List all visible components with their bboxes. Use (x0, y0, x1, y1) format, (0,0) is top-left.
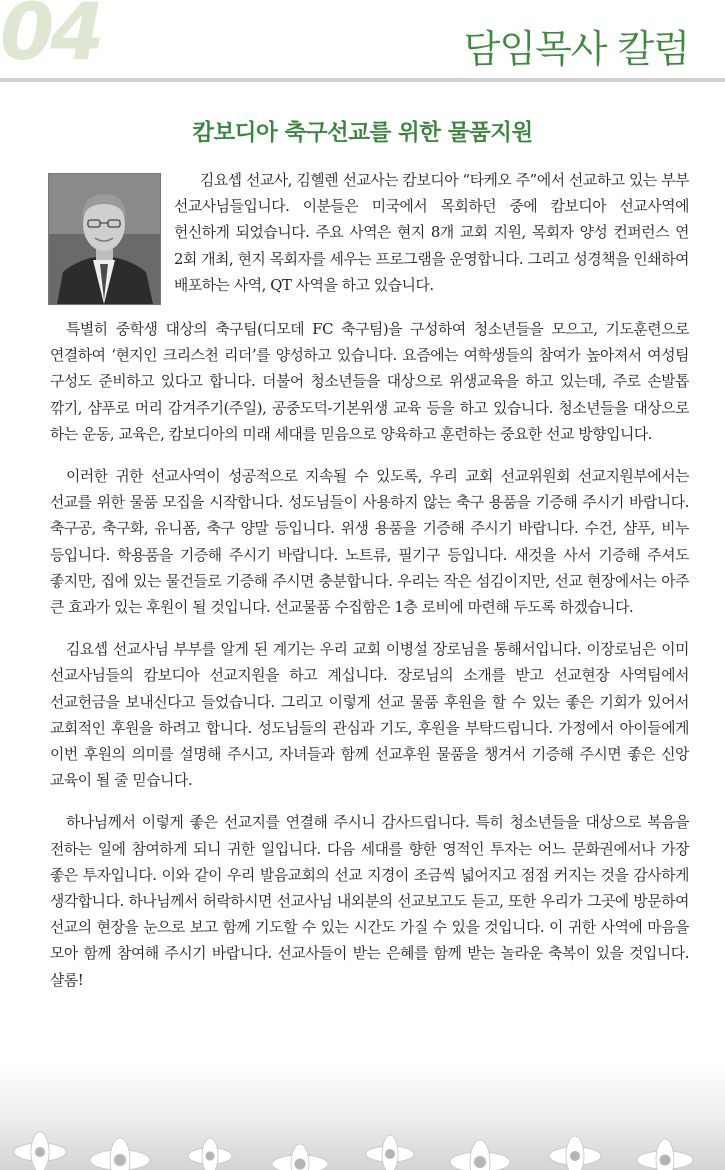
paragraph: 김요셉 선교사님 부부를 알게 된 계기는 우리 교회 이병설 장로님을 통해서입니다. 이장로님은 이미 선교사님들의 캄보디아 선교지원을 하고 계십니다. 장로님의 소개를 받고 선교현장 사역팀에서 선교헌금을 보내신다고 들었습니다. 그리고 이렇게 선교 물품 후원을 할 수 있는 좋은 기회가 있어서 교회적인 후원을 하려고 합니다. 성도님들의 관심과 기도, 후원을 부탁드립니다. 가정에서 아이들에게 이번 후원의 의미를 설명해 주시고, 자녀들과 함께 선교후원 물품을 챙겨서 기증해 주시면 좋은 신앙 교육이 될 줄 믿습니다. (50, 641, 689, 790)
page-number: 04 (0, 0, 101, 78)
article-title: 캄보디아 축구선교를 위한 물품지원 (192, 120, 533, 146)
section-title: 담임목사 칼럼 (463, 27, 689, 71)
paragraph: 이러한 귀한 선교사역이 성공적으로 지속될 수 있도록, 우리 교회 선교위원회 선교지원부에서는 선교를 위한 물품 모집을 시작합니다. 성도님들이 사용하지 않는 축구 용품을 기증해 주시기 바랍니다. 축구공, 축구화, 유니폼, 축구 양말 등입니다. 위생 용품을 기증해 주시기 바랍니다. 수건, 샴푸, 비누 등입니다. 학용품을 기증해 주시기 바랍니다. 노트류, 필기구 등입니다. 새것을 사서 기증해 주셔도 좋지만, 집에 있는 물건들로 기증해 주시면 충분합니다. 우리는 작은 섬김이지만, 선교 현장에서는 아주 큰 효과가 있는 후원이 될 것입니다. 선교물품 수집함은 1층 로비에 마련해 두도록 하겠습니다. (50, 468, 689, 617)
article-body (50, 168, 689, 1010)
paragraph: 김요셉 선교사, 김헬렌 선교사는 캄보디아 “타케오 주”에서 선교하고 있는 부부 선교사님들입니다. 이분들은 미국에서 목회하던 중에 캄보디아 선교사역에 헌신하게 되었습니다. 주요 사역은 현지 8개 교회 지원, 목회자 양성 컨퍼런스 연 2회 개최, 현지 목회자를 세우는 프로그램을 운영합니다. 그리고 성경책을 인쇄하여 배포하는 사역, QT 사역을 하고 있습니다. (174, 172, 689, 294)
paragraph: 하나님께서 이렇게 좋은 선교지를 연결해 주시니 감사드립니다. 특히 청소년들을 대상으로 복음을 전하는 일에 참여하게 되니 귀한 일입니다. 다음 세대를 향한 영적인 투자는 어느 문화권에서나 가장 좋은 투자입니다. 이와 같이 우리 발음교회의 선교 지경이 조금씩 넓어지고 점점 커지는 것을 감사하게 생각합니다. 하나님께서 허락하시면 선교사님 내외분의 선교보고도 듣고, 또한 우리가 그곳에 방문하여 선교의 현장을 눈으로 보고 함께 기도할 수 있는 시간도 가질 수 있을 것입니다. 이 귀한 사역에 마음을 모아 함께 참여해 주시기 바랍니다. 선교사들이 받는 은혜를 함께 받는 놀라운 축복이 있을 것입니다. 샬롬! (50, 814, 689, 989)
header-divider (0, 78, 725, 82)
paragraph: 특별히 중학생 대상의 축구팀(디모데 FC 축구팀)을 구성하여 청소년들을 모으고, 기도훈련으로 연결하여 ‘현지인 크리스천 리더’를 양성하고 있습니다. 요즘에는 여학생들의 참여가 높아져서 여성팀 구성도 준비하고 있다고 합니다. 더불어 청소년들을 대상으로 위생교육을 하고 있는데, 주로 손발톱 깎기, 샴푸로 머리 감겨주기(주일), 공중도덕-기본위생 교육 등을 하고 있습니다. 청소년들을 대상으로 하는 운동, 교육은, 캄보디아의 미래 세대를 믿음으로 양육하고 훈련하는 중요한 선교 방향입니다. (50, 321, 689, 443)
daisy-flowers-decoration (0, 1060, 725, 1170)
